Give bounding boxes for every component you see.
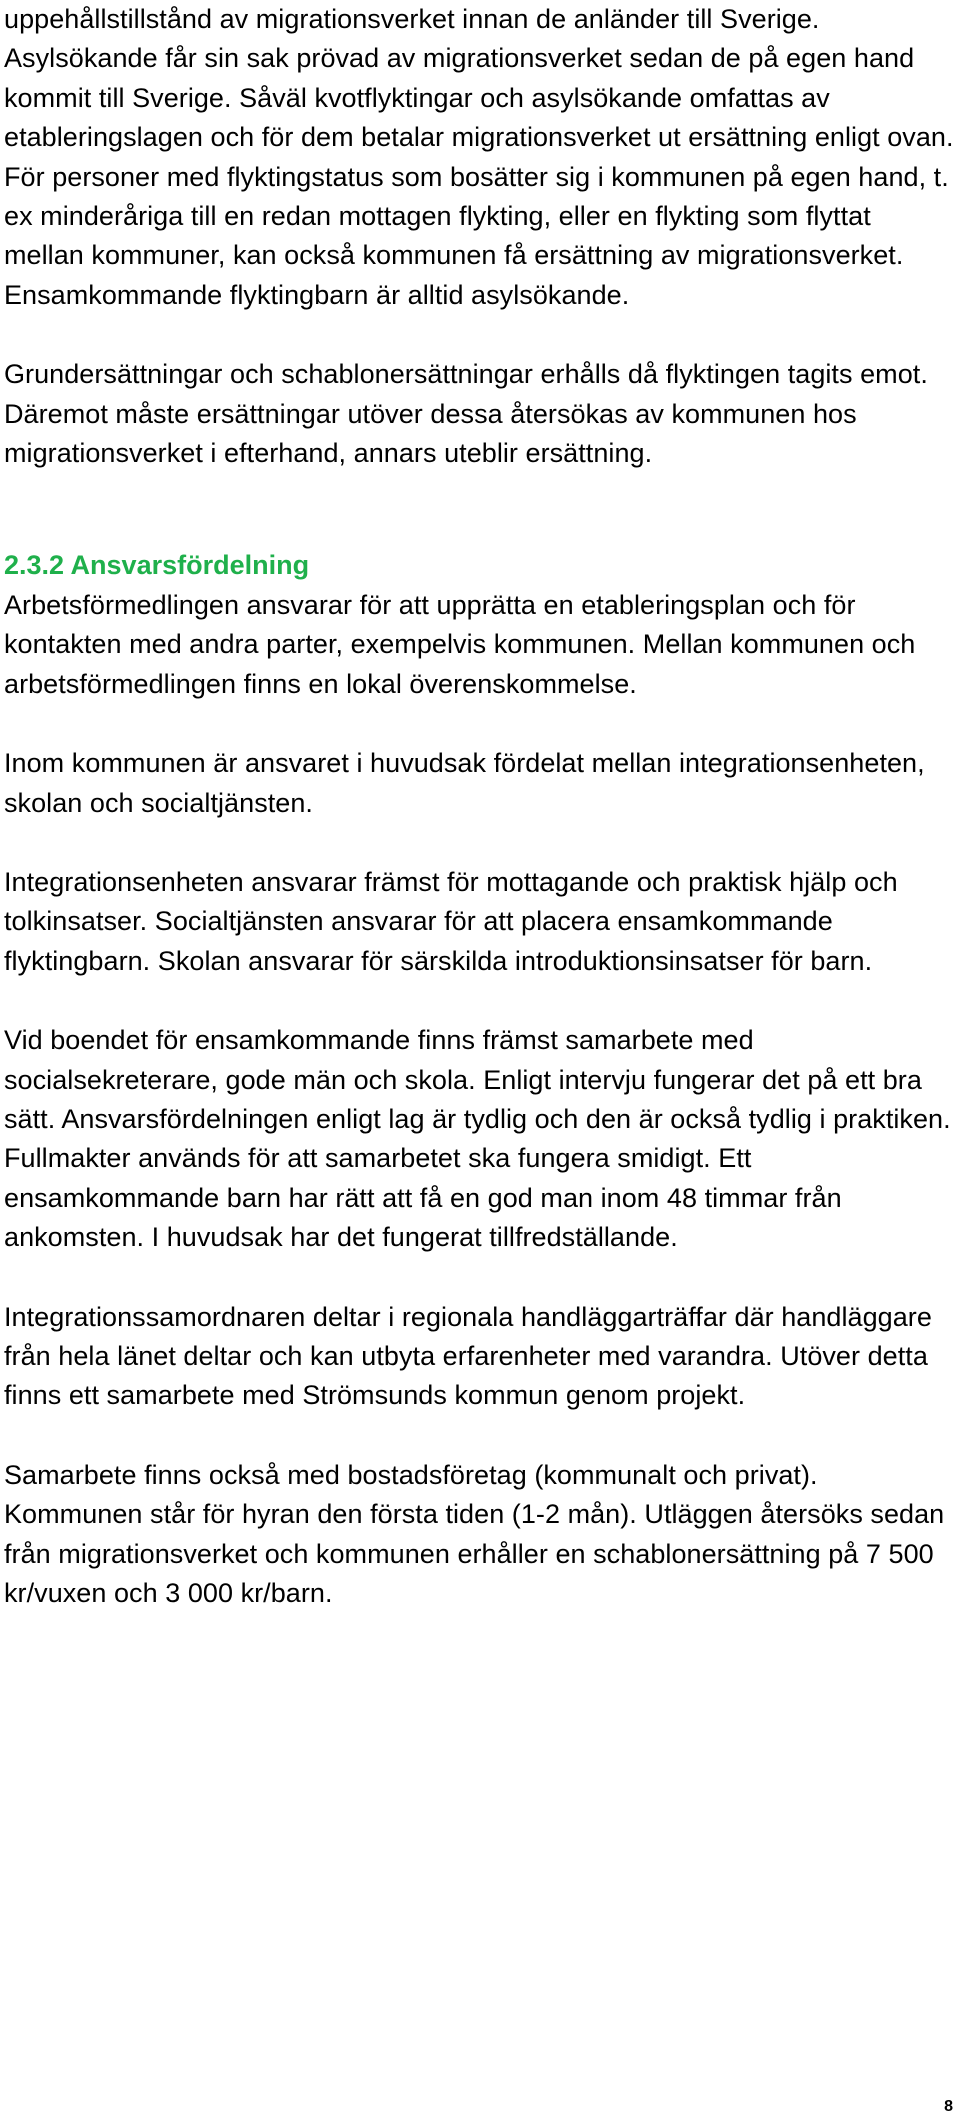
section-paragraph: Samarbete finns också med bostadsföretag (kommunalt och privat). Kommunen står för hyran den första tiden (1-2 mån). Utläggen återsöks sedan från migrationsverket och kommunen erhåller en schablonersättning på 7 500 kr/vuxen och 3 000 kr/barn. [4,1459,945,1608]
section-spacer [4,473,954,546]
document-page [4,0,954,1613]
paragraph-spacer [4,315,954,355]
paragraph-spacer [4,1258,954,1298]
paragraph-spacer [4,1416,954,1456]
section-heading: 2.3.2 Ansvarsfördelning [4,550,310,581]
paragraph-spacer [4,823,954,863]
section-paragraph: Inom kommunen är ansvaret i huvudsak fördelat mellan integrationsenheten, skolan och socialtjänsten. [4,748,925,818]
page-number: 8 [944,2098,953,2115]
section-paragraph: Integrationssamordnaren deltar i regionala handläggarträffar där handläggare från hela länet deltar och kan utbyta erfarenheter med varandra. Utöver detta finns ett samarbete med Strömsunds kommun genom projekt. [4,1301,932,1411]
section-paragraph: Integrationsenheten ansvarar främst för mottagande och praktisk hjälp och tolkinsatser. Socialtjänsten ansvarar för att placera ensamkommande flyktingbarn. Skolan ansvarar för särskilda introduktionsinsatser för barn. [4,866,898,976]
paragraph-spacer [4,704,954,744]
section-paragraph: Arbetsförmedlingen ansvarar för att upprätta en etableringsplan och för kontakten med andra parter, exempelvis kommunen. Mellan kommunen och arbetsförmedlingen finns en lokal överenskommelse. [4,589,916,699]
section-paragraph: Vid boendet för ensamkommande finns främst samarbete med socialsekreterare, gode män och skola. Enligt intervju fungerar det på ett bra sätt. Ansvarsfördelningen enligt lag är tydlig och den är också tydlig i praktiken. Fullmakter används för att samarbetet ska fungera smidigt. Ett ensamkommande barn har rätt att få en god man inom 48 timmar från ankomsten. I huvudsak har det fungerat tillfredställande. [4,1025,951,1253]
intro-paragraph: uppehållstillstånd av migrationsverket innan de anländer till Sverige. Asylsökande får sin sak prövad av migrationsverket sedan de på egen hand kommit till Sverige. Såväl kvotflyktingar och asylsökande omfattas av etableringslagen och för dem betalar migrationsverket ut ersättning enligt ovan. För personer med flyktingstatus som bosätter sig i kommunen på egen hand, t. ex minderåriga till en redan mottagen flykting, eller en flykting som flyttat mellan kommuner, kan också kommunen få ersättning av migrationsverket. Ensamkommande flyktingbarn är alltid asylsökande. [4,4,954,310]
paragraph-spacer [4,981,954,1021]
intro-paragraph: Grundersättningar och schablonersättningar erhålls då flyktingen tagits emot. Däremot måste ersättningar utöver dessa återsökas av kommunen hos migrationsverket i efterhand, annars uteblir ersättning. [4,359,928,469]
